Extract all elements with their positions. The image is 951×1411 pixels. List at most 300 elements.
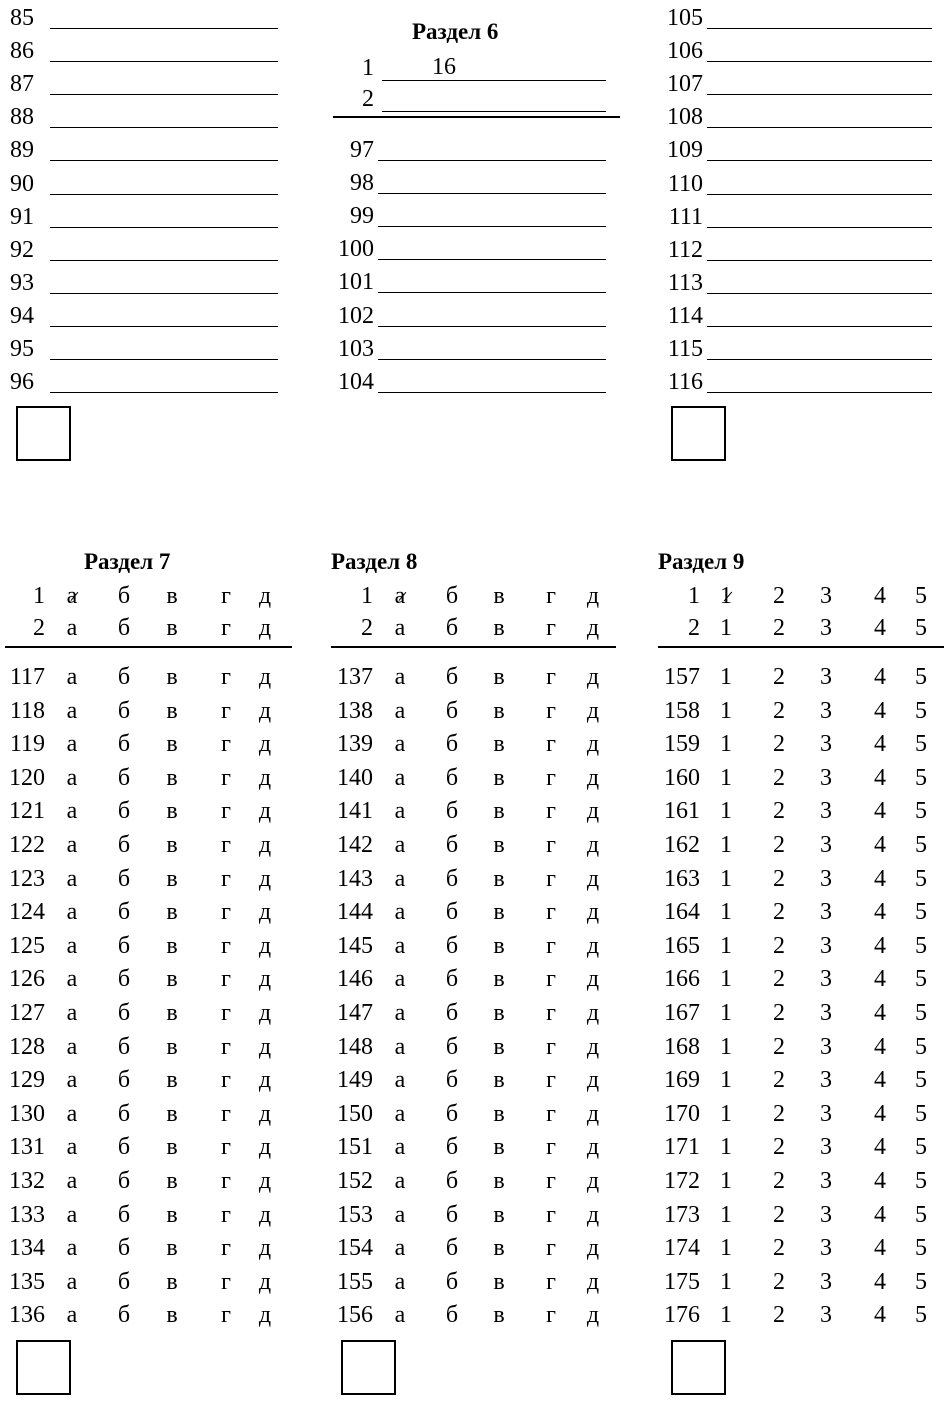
answer-option-131[interactable]: д (258, 1134, 272, 1161)
answer-option-129[interactable]: г (221, 1067, 231, 1094)
answer-input-98[interactable] (382, 167, 602, 193)
answer-input-88[interactable] (54, 101, 274, 127)
answer-option-166[interactable]: 2 (773, 966, 785, 993)
answer-option-161[interactable]: 4 (874, 798, 886, 825)
answer-option-121[interactable]: а (66, 798, 78, 825)
answer-option-171[interactable]: 3 (820, 1134, 832, 1161)
answer-option-172[interactable]: 1 (720, 1168, 732, 1194)
answer-option-141[interactable]: г (546, 798, 556, 825)
answer-option-161[interactable]: 1 (720, 798, 732, 825)
answer-input-105[interactable] (711, 2, 928, 28)
answer-option-151[interactable]: а (394, 1134, 406, 1161)
answer-option-165[interactable]: 1 (720, 932, 732, 959)
answer-option-152[interactable]: а (394, 1168, 406, 1194)
answer-option-166[interactable]: 5 (915, 966, 927, 993)
answer-option-159[interactable]: 1 (720, 731, 732, 758)
answer-option-167[interactable]: 5 (915, 1000, 927, 1026)
answer-option-157[interactable]: 5 (915, 664, 927, 690)
answer-option-122[interactable]: б (117, 832, 131, 858)
answer-option-117[interactable]: д (258, 664, 272, 690)
answer-option-143[interactable]: г (546, 865, 556, 892)
answer-option-176[interactable]: 2 (773, 1302, 785, 1329)
answer-option-163[interactable]: 3 (820, 865, 832, 892)
answer-option-143[interactable]: в (493, 865, 505, 892)
answer-option-139[interactable]: г (546, 731, 556, 758)
answer-option-135[interactable]: а (66, 1268, 78, 1295)
answer-option-138[interactable]: г (546, 697, 556, 724)
answer-input-101[interactable] (382, 266, 602, 292)
answer-option-142[interactable]: а (394, 832, 406, 858)
answer-option-120[interactable]: г (221, 764, 231, 791)
answer-option-166[interactable]: 4 (874, 966, 886, 993)
answer-option-138[interactable]: д (586, 697, 600, 724)
answer-option-138[interactable]: в (493, 697, 505, 724)
answer-option-160[interactable]: 5 (915, 764, 927, 791)
answer-option-159[interactable]: 3 (820, 731, 832, 758)
answer-option-156[interactable]: г (546, 1302, 556, 1329)
answer-input-112[interactable] (711, 234, 928, 260)
answer-option-140[interactable]: д (586, 764, 600, 791)
answer-input-96[interactable] (54, 366, 274, 392)
answer-option-134[interactable]: в (166, 1235, 178, 1262)
answer-option-167[interactable]: 2 (773, 1000, 785, 1026)
answer-option-135[interactable]: д (258, 1268, 272, 1295)
answer-option-154[interactable]: в (493, 1235, 505, 1262)
answer-option-122[interactable]: г (221, 832, 231, 858)
answer-option-162[interactable]: 1 (720, 832, 732, 858)
answer-option-127[interactable]: д (258, 1000, 272, 1026)
answer-option-168[interactable]: 2 (773, 1033, 785, 1060)
answer-option-124[interactable]: д (258, 899, 272, 926)
answer-option-123[interactable]: г (221, 865, 231, 892)
answer-option-153[interactable]: д (586, 1201, 600, 1228)
answer-option-149[interactable]: д (586, 1067, 600, 1094)
answer-option-152[interactable]: в (493, 1168, 505, 1194)
answer-option-119[interactable]: в (166, 731, 178, 758)
answer-option-164[interactable]: 3 (820, 899, 832, 926)
answer-option-155[interactable]: а (394, 1268, 406, 1295)
answer-input-92[interactable] (54, 234, 274, 260)
answer-option-124[interactable]: в (166, 899, 178, 926)
answer-option-117[interactable]: в (166, 664, 178, 690)
answer-option-152[interactable]: д (586, 1168, 600, 1194)
answer-option-176[interactable]: 5 (915, 1302, 927, 1329)
answer-option-158[interactable]: 5 (915, 697, 927, 724)
answer-option-174[interactable]: 1 (720, 1235, 732, 1262)
answer-option-136[interactable]: д (258, 1302, 272, 1329)
answer-option-173[interactable]: 4 (874, 1201, 886, 1228)
answer-option-129[interactable]: в (166, 1067, 178, 1094)
answer-option-140[interactable]: г (546, 764, 556, 791)
answer-option-148[interactable]: б (445, 1033, 459, 1060)
answer-input-102[interactable] (382, 300, 602, 326)
answer-option-126[interactable]: а (66, 966, 78, 993)
answer-option-125[interactable]: в (166, 932, 178, 959)
answer-option-128[interactable]: д (258, 1033, 272, 1060)
answer-option-164[interactable]: 5 (915, 899, 927, 926)
answer-input-93[interactable] (54, 267, 274, 293)
answer-option-133[interactable]: в (166, 1201, 178, 1228)
answer-option-128[interactable]: б (117, 1033, 131, 1060)
answer-option-125[interactable]: д (258, 932, 272, 959)
answer-option-117[interactable]: г (221, 664, 231, 690)
answer-option-169[interactable]: 4 (874, 1067, 886, 1094)
answer-option-165[interactable]: 2 (773, 932, 785, 959)
answer-option-145[interactable]: в (493, 932, 505, 959)
answer-option-154[interactable]: б (445, 1235, 459, 1262)
answer-option-137[interactable]: г (546, 664, 556, 690)
answer-option-146[interactable]: д (586, 966, 600, 993)
answer-option-137[interactable]: б (445, 664, 459, 690)
answer-option-131[interactable]: б (117, 1134, 131, 1161)
answer-option-158[interactable]: 2 (773, 697, 785, 724)
answer-option-171[interactable]: 5 (915, 1134, 927, 1161)
answer-option-152[interactable]: г (546, 1168, 556, 1194)
answer-option-163[interactable]: 1 (720, 865, 732, 892)
answer-option-139[interactable]: в (493, 731, 505, 758)
answer-option-158[interactable]: 3 (820, 697, 832, 724)
answer-option-133[interactable]: г (221, 1201, 231, 1228)
answer-option-155[interactable]: в (493, 1268, 505, 1295)
answer-option-148[interactable]: а (394, 1033, 406, 1060)
answer-option-134[interactable]: д (258, 1235, 272, 1262)
answer-option-172[interactable]: 3 (820, 1168, 832, 1194)
answer-input-91[interactable] (54, 201, 274, 227)
answer-option-123[interactable]: а (66, 865, 78, 892)
answer-option-142[interactable]: в (493, 832, 505, 858)
answer-option-165[interactable]: 3 (820, 932, 832, 959)
answer-option-159[interactable]: 4 (874, 731, 886, 758)
answer-option-123[interactable]: д (258, 865, 272, 892)
answer-option-144[interactable]: б (445, 899, 459, 926)
answer-option-139[interactable]: д (586, 731, 600, 758)
answer-option-156[interactable]: в (493, 1302, 505, 1329)
answer-option-148[interactable]: в (493, 1033, 505, 1060)
answer-input-95[interactable] (54, 333, 274, 359)
answer-option-146[interactable]: г (546, 966, 556, 993)
answer-option-157[interactable]: 2 (773, 664, 785, 690)
answer-option-134[interactable]: б (117, 1235, 131, 1262)
answer-option-175[interactable]: 5 (915, 1268, 927, 1295)
answer-option-151[interactable]: в (493, 1134, 505, 1161)
answer-input-108[interactable] (711, 101, 928, 127)
answer-option-174[interactable]: 5 (915, 1235, 927, 1262)
answer-option-144[interactable]: г (546, 899, 556, 926)
answer-option-118[interactable]: в (166, 697, 178, 724)
answer-option-132[interactable]: в (166, 1168, 178, 1194)
answer-option-122[interactable]: в (166, 832, 178, 858)
answer-option-127[interactable]: б (117, 1000, 131, 1026)
answer-option-175[interactable]: 1 (720, 1268, 732, 1295)
score-box-1[interactable] (16, 406, 71, 461)
answer-option-131[interactable]: в (166, 1134, 178, 1161)
answer-option-165[interactable]: 5 (915, 932, 927, 959)
answer-option-158[interactable]: 4 (874, 697, 886, 724)
answer-option-167[interactable]: 1 (720, 1000, 732, 1026)
answer-option-150[interactable]: в (493, 1100, 505, 1127)
answer-option-121[interactable]: г (221, 798, 231, 825)
answer-option-168[interactable]: 3 (820, 1033, 832, 1060)
score-box-9[interactable] (671, 1340, 726, 1395)
answer-option-142[interactable]: г (546, 832, 556, 858)
answer-option-145[interactable]: а (394, 932, 406, 959)
answer-option-145[interactable]: г (546, 932, 556, 959)
answer-option-171[interactable]: 2 (773, 1134, 785, 1161)
answer-option-170[interactable]: 3 (820, 1100, 832, 1127)
answer-option-128[interactable]: в (166, 1033, 178, 1060)
answer-input-90[interactable] (54, 168, 274, 194)
answer-option-150[interactable]: а (394, 1100, 406, 1127)
answer-input-94[interactable] (54, 300, 274, 326)
answer-option-124[interactable]: г (221, 899, 231, 926)
answer-option-168[interactable]: 1 (720, 1033, 732, 1060)
answer-option-166[interactable]: 3 (820, 966, 832, 993)
answer-option-154[interactable]: д (586, 1235, 600, 1262)
answer-option-173[interactable]: 5 (915, 1201, 927, 1228)
answer-option-125[interactable]: г (221, 932, 231, 959)
answer-option-158[interactable]: 1 (720, 697, 732, 724)
answer-option-136[interactable]: б (117, 1302, 131, 1329)
answer-option-153[interactable]: б (445, 1201, 459, 1228)
answer-option-147[interactable]: в (493, 1000, 505, 1026)
answer-option-117[interactable]: а (66, 664, 78, 690)
answer-option-118[interactable]: д (258, 697, 272, 724)
answer-option-155[interactable]: г (546, 1268, 556, 1295)
answer-option-126[interactable]: в (166, 966, 178, 993)
answer-option-168[interactable]: 4 (874, 1033, 886, 1060)
answer-option-133[interactable]: б (117, 1201, 131, 1228)
answer-option-146[interactable]: б (445, 966, 459, 993)
answer-option-135[interactable]: б (117, 1268, 131, 1295)
answer-option-155[interactable]: д (586, 1268, 600, 1295)
answer-option-127[interactable]: г (221, 1000, 231, 1026)
answer-option-138[interactable]: б (445, 697, 459, 724)
score-box-8[interactable] (341, 1340, 396, 1395)
answer-option-160[interactable]: 4 (874, 764, 886, 791)
answer-option-145[interactable]: б (445, 932, 459, 959)
answer-option-129[interactable]: б (117, 1067, 131, 1094)
answer-option-118[interactable]: а (66, 697, 78, 724)
answer-option-118[interactable]: б (117, 697, 131, 724)
answer-option-148[interactable]: г (546, 1033, 556, 1060)
answer-option-121[interactable]: б (117, 798, 131, 825)
answer-input-110[interactable] (711, 168, 928, 194)
answer-option-170[interactable]: 1 (720, 1100, 732, 1127)
answer-option-176[interactable]: 1 (720, 1302, 732, 1329)
answer-option-144[interactable]: д (586, 899, 600, 926)
answer-input-115[interactable] (711, 333, 928, 359)
answer-option-119[interactable]: б (117, 731, 131, 758)
answer-option-150[interactable]: б (445, 1100, 459, 1127)
answer-option-121[interactable]: д (258, 798, 272, 825)
answer-option-147[interactable]: б (445, 1000, 459, 1026)
answer-option-125[interactable]: а (66, 932, 78, 959)
answer-option-130[interactable]: г (221, 1100, 231, 1127)
answer-option-130[interactable]: б (117, 1100, 131, 1127)
answer-option-120[interactable]: а (66, 764, 78, 791)
answer-input-116[interactable] (711, 366, 928, 392)
answer-option-161[interactable]: 5 (915, 798, 927, 825)
answer-option-172[interactable]: 4 (874, 1168, 886, 1194)
answer-option-157[interactable]: 3 (820, 664, 832, 690)
answer-option-171[interactable]: 4 (874, 1134, 886, 1161)
answer-option-143[interactable]: б (445, 865, 459, 892)
answer-option-127[interactable]: в (166, 1000, 178, 1026)
answer-option-137[interactable]: а (394, 664, 406, 690)
answer-option-160[interactable]: 1 (720, 764, 732, 791)
answer-option-160[interactable]: 2 (773, 764, 785, 791)
answer-option-169[interactable]: 5 (915, 1067, 927, 1094)
answer-option-136[interactable]: г (221, 1302, 231, 1329)
answer-option-147[interactable]: г (546, 1000, 556, 1026)
answer-option-132[interactable]: г (221, 1168, 231, 1194)
answer-option-153[interactable]: в (493, 1201, 505, 1228)
answer-option-144[interactable]: а (394, 899, 406, 926)
answer-option-162[interactable]: 5 (915, 832, 927, 858)
answer-option-132[interactable]: а (66, 1168, 78, 1194)
answer-input-100[interactable] (382, 233, 602, 259)
answer-option-129[interactable]: д (258, 1067, 272, 1094)
answer-option-122[interactable]: а (66, 832, 78, 858)
answer-option-172[interactable]: 2 (773, 1168, 785, 1194)
answer-option-147[interactable]: а (394, 1000, 406, 1026)
answer-option-170[interactable]: 5 (915, 1100, 927, 1127)
answer-option-124[interactable]: б (117, 899, 131, 926)
answer-option-141[interactable]: д (586, 798, 600, 825)
answer-option-149[interactable]: б (445, 1067, 459, 1094)
answer-option-153[interactable]: г (546, 1201, 556, 1228)
answer-option-166[interactable]: 1 (720, 966, 732, 993)
answer-option-149[interactable]: а (394, 1067, 406, 1094)
answer-option-157[interactable]: 4 (874, 664, 886, 690)
answer-option-143[interactable]: д (586, 865, 600, 892)
answer-option-167[interactable]: 4 (874, 1000, 886, 1026)
answer-option-163[interactable]: 2 (773, 865, 785, 892)
answer-option-134[interactable]: г (221, 1235, 231, 1262)
answer-option-170[interactable]: 4 (874, 1100, 886, 1127)
answer-input-109[interactable] (711, 134, 928, 160)
answer-input-113[interactable] (711, 267, 928, 293)
answer-option-146[interactable]: а (394, 966, 406, 993)
answer-option-123[interactable]: б (117, 865, 131, 892)
answer-option-164[interactable]: 4 (874, 899, 886, 926)
answer-option-163[interactable]: 4 (874, 865, 886, 892)
answer-option-117[interactable]: б (117, 664, 131, 690)
answer-option-118[interactable]: г (221, 697, 231, 724)
answer-option-156[interactable]: а (394, 1302, 406, 1329)
answer-option-141[interactable]: б (445, 798, 459, 825)
answer-option-159[interactable]: 2 (773, 731, 785, 758)
answer-option-169[interactable]: 1 (720, 1067, 732, 1094)
answer-input-87[interactable] (54, 68, 274, 94)
answer-option-133[interactable]: д (258, 1201, 272, 1228)
answer-input-97[interactable] (382, 134, 602, 160)
answer-option-140[interactable]: а (394, 764, 406, 791)
answer-option-162[interactable]: 3 (820, 832, 832, 858)
answer-option-135[interactable]: в (166, 1268, 178, 1295)
answer-input-89[interactable] (54, 134, 274, 160)
answer-option-173[interactable]: 2 (773, 1201, 785, 1228)
answer-option-167[interactable]: 3 (820, 1000, 832, 1026)
answer-option-130[interactable]: д (258, 1100, 272, 1127)
answer-input-107[interactable] (711, 68, 928, 94)
answer-option-169[interactable]: 2 (773, 1067, 785, 1094)
answer-option-146[interactable]: в (493, 966, 505, 993)
answer-input-104[interactable] (382, 366, 602, 392)
answer-option-132[interactable]: б (117, 1168, 131, 1194)
answer-option-175[interactable]: 4 (874, 1268, 886, 1295)
answer-option-130[interactable]: в (166, 1100, 178, 1127)
answer-input-114[interactable] (711, 300, 928, 326)
answer-option-127[interactable]: а (66, 1000, 78, 1026)
answer-option-161[interactable]: 3 (820, 798, 832, 825)
answer-option-119[interactable]: г (221, 731, 231, 758)
answer-option-154[interactable]: г (546, 1235, 556, 1262)
answer-option-150[interactable]: г (546, 1100, 556, 1127)
answer-option-171[interactable]: 1 (720, 1134, 732, 1161)
answer-option-120[interactable]: д (258, 764, 272, 791)
answer-option-156[interactable]: б (445, 1302, 459, 1329)
answer-option-176[interactable]: 4 (874, 1302, 886, 1329)
answer-option-135[interactable]: г (221, 1268, 231, 1295)
answer-option-174[interactable]: 2 (773, 1235, 785, 1262)
answer-option-121[interactable]: в (166, 798, 178, 825)
answer-option-126[interactable]: г (221, 966, 231, 993)
answer-option-159[interactable]: 5 (915, 731, 927, 758)
answer-option-175[interactable]: 2 (773, 1268, 785, 1295)
answer-option-157[interactable]: 1 (720, 664, 732, 690)
answer-option-151[interactable]: д (586, 1134, 600, 1161)
answer-option-124[interactable]: а (66, 899, 78, 926)
answer-option-126[interactable]: б (117, 966, 131, 993)
answer-option-143[interactable]: а (394, 865, 406, 892)
answer-option-147[interactable]: д (586, 1000, 600, 1026)
answer-option-148[interactable]: д (586, 1033, 600, 1060)
answer-option-151[interactable]: г (546, 1134, 556, 1161)
answer-option-160[interactable]: 3 (820, 764, 832, 791)
answer-option-164[interactable]: 2 (773, 899, 785, 926)
answer-option-163[interactable]: 5 (915, 865, 927, 892)
answer-option-141[interactable]: а (394, 798, 406, 825)
answer-option-139[interactable]: а (394, 731, 406, 758)
answer-option-173[interactable]: 1 (720, 1201, 732, 1228)
answer-option-137[interactable]: в (493, 664, 505, 690)
answer-option-176[interactable]: 3 (820, 1302, 832, 1329)
answer-option-142[interactable]: б (445, 832, 459, 858)
answer-option-123[interactable]: в (166, 865, 178, 892)
answer-option-125[interactable]: б (117, 932, 131, 959)
answer-option-126[interactable]: д (258, 966, 272, 993)
answer-option-170[interactable]: 2 (773, 1100, 785, 1127)
answer-option-174[interactable]: 4 (874, 1235, 886, 1262)
answer-option-165[interactable]: 4 (874, 932, 886, 959)
answer-option-174[interactable]: 3 (820, 1235, 832, 1262)
answer-option-132[interactable]: д (258, 1168, 272, 1194)
answer-option-134[interactable]: а (66, 1235, 78, 1262)
answer-option-131[interactable]: г (221, 1134, 231, 1161)
answer-option-141[interactable]: в (493, 798, 505, 825)
answer-option-140[interactable]: б (445, 764, 459, 791)
answer-option-154[interactable]: а (394, 1235, 406, 1262)
answer-input-111[interactable] (711, 201, 928, 227)
answer-option-133[interactable]: а (66, 1201, 78, 1228)
answer-option-144[interactable]: в (493, 899, 505, 926)
answer-input-86[interactable] (54, 35, 274, 61)
answer-option-122[interactable]: д (258, 832, 272, 858)
answer-option-130[interactable]: а (66, 1100, 78, 1127)
answer-option-153[interactable]: а (394, 1201, 406, 1228)
answer-option-149[interactable]: г (546, 1067, 556, 1094)
